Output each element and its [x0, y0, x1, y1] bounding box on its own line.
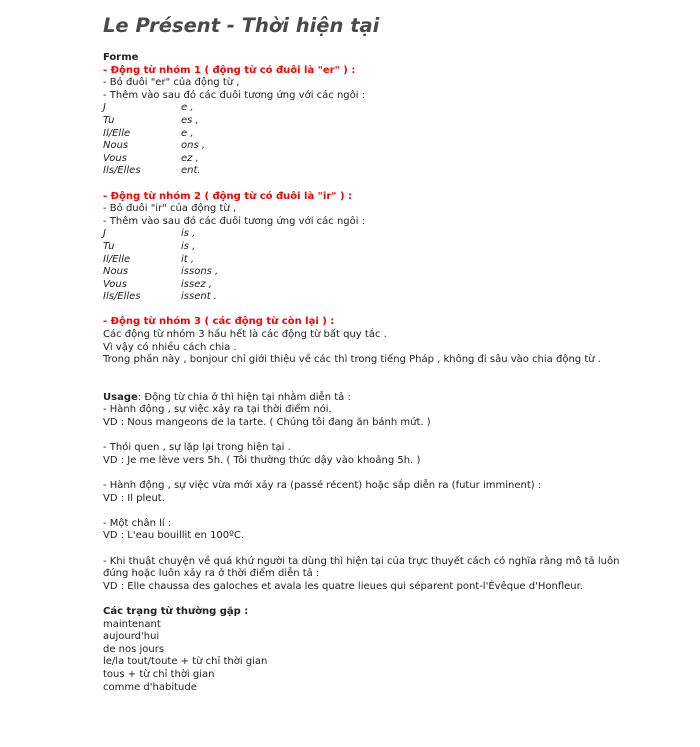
- spacer: [103, 467, 623, 480]
- group2-heading: - Động từ nhóm 2 ( động từ có đuôi là "ir" ) :: [103, 190, 352, 202]
- group1-step1: - Bỏ đuôi "er" của động từ ,: [103, 77, 240, 89]
- spacer: [103, 304, 623, 317]
- group3-line: Trong phần này , bonjour chỉ giới thiệu về các thì trong tiếng Pháp , không đi sâu vào chia động từ .: [103, 354, 601, 366]
- adverb-item: le/la tout/toute + từ chỉ thời gian: [103, 656, 268, 668]
- ending: e ,: [181, 102, 194, 114]
- usage-example: VD : Elle chaussa des galoches et avala les quatre lieues qui séparent pont-l'Évêque d'Honfleur.: [103, 580, 583, 592]
- ending: ons ,: [181, 140, 206, 152]
- conjugation-row: [103, 140, 623, 153]
- pronoun: Vous: [103, 278, 127, 290]
- spacer: [103, 593, 623, 606]
- ending: is ,: [181, 228, 196, 240]
- adverb-item: aujourd'hui: [103, 631, 160, 643]
- group3-line: Vì vậy có nhiều cách chia .: [103, 341, 237, 353]
- conjugation-row: [103, 279, 623, 292]
- usage-example: VD : Il pleut.: [103, 492, 165, 504]
- pronoun: J: [103, 102, 106, 114]
- pronoun: J: [103, 228, 106, 240]
- conjugation-row: [103, 153, 623, 166]
- spacer: [103, 505, 623, 518]
- conjugation-row: [103, 291, 623, 304]
- ending: issez ,: [181, 278, 212, 290]
- spacer: [103, 430, 623, 443]
- pronoun: Vous: [103, 152, 127, 164]
- conjugation-row: [103, 165, 623, 178]
- ending: ez ,: [181, 152, 199, 164]
- adverbs-heading: Các trạng từ thường gặp :: [103, 605, 249, 617]
- group2-step1: - Bỏ đuôi "ir" của động từ ,: [103, 203, 237, 215]
- pronoun: Ils/Elles: [103, 165, 141, 177]
- ending: issons ,: [181, 266, 219, 278]
- pronoun: Nous: [103, 140, 129, 152]
- conjugation-row: [103, 102, 623, 115]
- group3-line: Các động từ nhóm 3 hầu hết là các động từ bất quy tắc .: [103, 329, 387, 341]
- ending: es ,: [181, 114, 199, 126]
- group2-step2: - Thêm vào sau đó các đuôi tương ứng với các ngôi :: [103, 215, 366, 227]
- group1-step2: - Thêm vào sau đó các đuôi tương ứng với các ngôi :: [103, 89, 366, 101]
- pronoun: Nous: [103, 266, 129, 278]
- usage-desc: - Thói quen , sự lặp lại trong hiện tại .: [103, 442, 291, 454]
- usage-example: VD : Je me lève vers 5h. ( Tôi thường thức dậy vào khoảng 5h. ): [103, 454, 421, 466]
- conjugation-row: [103, 254, 623, 267]
- group1-heading: - Động từ nhóm 1 ( động từ có đuôi là "er" ) :: [103, 64, 356, 76]
- pronoun: Il/Elle: [103, 127, 131, 139]
- conjugation-row: [103, 115, 623, 128]
- spacer: [103, 178, 623, 191]
- adverb-item: tous + từ chỉ thời gian: [103, 668, 215, 680]
- group3-heading: - Động từ nhóm 3 ( các động từ còn lại ) :: [103, 316, 335, 328]
- ending: it ,: [181, 253, 195, 265]
- usage-example: VD : L'eau bouillit en 100ºC.: [103, 530, 245, 542]
- usage-label: Usage: [103, 391, 138, 403]
- adverb-item: maintenant: [103, 618, 161, 630]
- usage-desc: - Khi thuật chuyện về quá khứ người ta dùng thì hiện tại của trực thuyết cách có nghĩa rằng mô tả luôn đúng hoặc luôn xảy ra ở thời điểm diễn tả :: [103, 555, 620, 580]
- ending: e ,: [181, 127, 194, 139]
- adverb-item: comme d'habitude: [103, 681, 197, 693]
- ending: ent.: [181, 165, 201, 177]
- conjugation-row: [103, 228, 623, 241]
- spacer: [103, 367, 623, 392]
- page-title: Le Présent - Thời hiện tại: [103, 14, 380, 37]
- forme-heading: Forme: [103, 52, 139, 63]
- spacer: [103, 543, 623, 556]
- usage-desc: - Hành động , sự việc xảy ra tại thời điểm nói.: [103, 404, 332, 416]
- ending: issent .: [181, 291, 217, 303]
- pronoun: Ils/Elles: [103, 291, 141, 303]
- usage-desc: - Hành động , sự việc vừa mới xảy ra (passé récent) hoặc sắp diễn ra (futur imminent) :: [103, 480, 542, 491]
- adverb-item: de nos jours: [103, 643, 165, 655]
- conjugation-row: [103, 266, 623, 279]
- pronoun: Tu: [103, 240, 115, 252]
- usage-desc: - Một chân lí :: [103, 517, 172, 529]
- usage-intro: : Động từ chia ở thì hiện tại nhằm diễn tả :: [137, 391, 351, 403]
- usage-example: VD : Nous mangeons de la tarte. ( Chúng tôi đang ăn bánh mứt. ): [103, 417, 431, 429]
- pronoun: Il/Elle: [103, 253, 131, 265]
- conjugation-row: [103, 128, 623, 141]
- conjugation-row: [103, 241, 623, 254]
- document-page: [103, 12, 623, 694]
- pronoun: Tu: [103, 114, 115, 126]
- usage-intro-line: [103, 392, 623, 405]
- ending: is ,: [181, 240, 196, 252]
